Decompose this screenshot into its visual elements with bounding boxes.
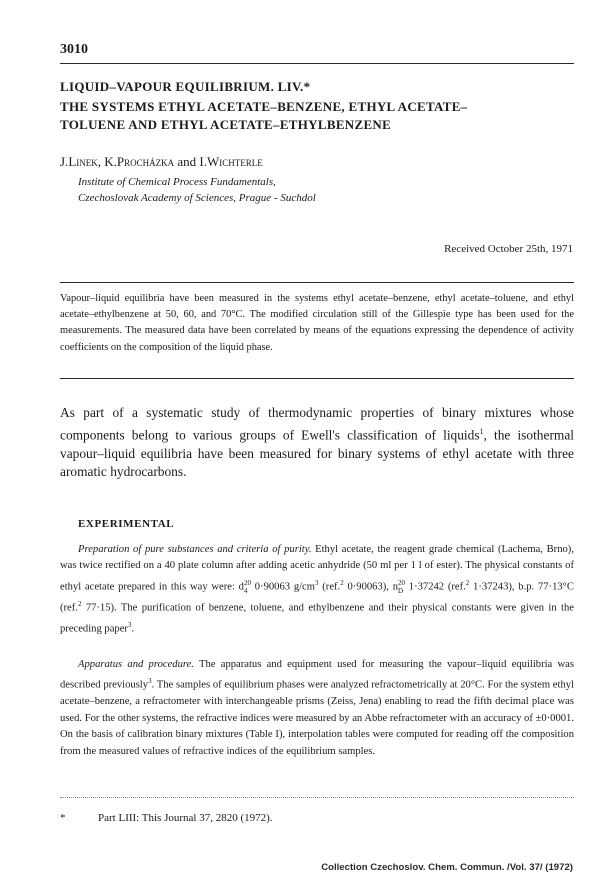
refractive-sub: D bbox=[398, 586, 404, 595]
footnote-mark: * bbox=[60, 812, 66, 824]
intro-text-2: , the isothermal vapour–liquid equilibria have been measured for binary systems of ethyl acetate with three aromatic hydrocarbons. bbox=[60, 427, 574, 480]
p1-text-7: 77·15). The purification of benzene, toluene, and ethylbenzene and their physical constants were given in the preceding paper bbox=[60, 602, 574, 635]
paragraph-apparatus bbox=[60, 657, 574, 760]
paragraph-preparation bbox=[60, 542, 574, 638]
p2-text-2: . The samples of equilibrium phases were analyzed refractometrically at 20°C. For the system ethyl acetate–benzene, a refractometer with interchangeable prisms (Zeiss, Jena) enabling to read the fifth decimal place was used. For the other systems, the refractive indices were measured by an Abbe refractometer with an accuracy of ±0·0001. On the basis of calibration binary mixtures (Table I), interpolation tables were computed for reading off the composition from the measured values of refractive indices of the equilibrium samples. bbox=[60, 679, 574, 757]
p2-text-1: The apparatus and equipment used for measuring the vapour–liquid equilibria was described previously bbox=[60, 659, 574, 691]
affiliation-line-2: Czechoslovak Academy of Sciences, Prague - Suchdol bbox=[78, 192, 316, 204]
p1-ref-2a: 2 bbox=[340, 578, 344, 587]
author-3-name: Wichterle bbox=[207, 154, 263, 169]
author-1-initial: J. bbox=[60, 154, 69, 169]
author-3-initial: I. bbox=[199, 154, 207, 169]
paragraph-lead-apparatus: Apparatus and procedure. bbox=[78, 659, 194, 670]
author-1-name: Linek bbox=[68, 154, 98, 169]
p1-ref-2b: 2 bbox=[465, 578, 470, 587]
p1-ref-3: 3 bbox=[127, 620, 132, 629]
footnote-text: Part LIII: This Journal 37, 2820 (1972). bbox=[98, 812, 273, 824]
footnote bbox=[60, 812, 273, 824]
p1-ref-2c: 2 bbox=[77, 599, 82, 608]
p1-text-8: . bbox=[131, 623, 135, 635]
introduction-paragraph bbox=[60, 404, 574, 482]
section-heading-experimental: EXPERIMENTAL bbox=[78, 518, 175, 530]
affiliation-line-1: Institute of Chemical Process Fundamentals, bbox=[78, 176, 276, 188]
p1-sup-cm: 3 bbox=[315, 578, 319, 587]
density-sup: 20 bbox=[243, 578, 251, 587]
intro-text-1: As part of a systematic study of thermodynamic properties of binary mixtures whose components belong to various groups of Ewell's classification of liquids bbox=[60, 405, 574, 443]
refractive-index-indices bbox=[398, 579, 405, 595]
abstract: Vapour–liquid equilibria have been measured in the systems ethyl acetate–benzene, ethyl acetate–toluene, and ethyl acetate–ethylbenzene at 50, 60, and 70°C. The modified circulation still of the Gillespie type has been used for the measurements. The measured data have been correlated by means of the equations expressing the dependence of activity coefficients on the composition of the liquid phase. bbox=[60, 293, 574, 353]
journal-footer: Collection Czechoslov. Chem. Commun. /Vol. 37/ (1972) bbox=[321, 862, 573, 873]
density-sub: 4 bbox=[243, 586, 248, 595]
author-separator-1: , bbox=[97, 154, 105, 169]
author-2-name: Procházka bbox=[116, 154, 175, 169]
p2-ref-3: 3 bbox=[148, 677, 152, 686]
page-number: 3010 bbox=[60, 42, 88, 57]
header-rule bbox=[60, 63, 574, 64]
intro-ref-1: 1 bbox=[479, 426, 484, 436]
title-series: LIQUID–VAPOUR EQUILIBRIUM. LIV.* bbox=[60, 79, 311, 94]
paragraph-lead-preparation: Preparation of pure substances and criteria of purity. bbox=[78, 544, 312, 555]
p1-text-1: Ethyl acetate, the reagent grade chemical (Lachema, Brno), was twice rectified on a 40 plate column after adding acetic anhydride (50 ml per 1 l of ester). The physical constants of ethyl acetate prepared in this way were: d bbox=[60, 544, 574, 593]
authors bbox=[60, 154, 263, 170]
refractive-sup: 20 bbox=[398, 578, 406, 587]
p1-text-3: (ref. bbox=[318, 581, 341, 593]
author-separator-2: and bbox=[174, 154, 200, 169]
title-line-1: THE SYSTEMS ETHYL ACETATE–BENZENE, ETHYL ACETATE– bbox=[60, 99, 468, 114]
p1-text-2: 0·90063 g/cm bbox=[250, 581, 315, 593]
footnote-separator bbox=[60, 797, 574, 798]
density-indices bbox=[244, 579, 251, 595]
p1-text-6: 1·37243), b.p. 77·13°C (ref. bbox=[60, 581, 574, 614]
author-2-initial: K. bbox=[104, 154, 117, 169]
title-line-2: TOLUENE AND ETHYL ACETATE–ETHYLBENZENE bbox=[60, 117, 392, 132]
abstract-top-rule bbox=[60, 282, 574, 283]
p1-text-4: 0·90063), n bbox=[343, 581, 399, 593]
p1-text-5: 1·37242 (ref. bbox=[405, 581, 466, 593]
abstract-bottom-rule bbox=[60, 378, 574, 379]
received-date: Received October 25th, 1971 bbox=[444, 243, 573, 255]
